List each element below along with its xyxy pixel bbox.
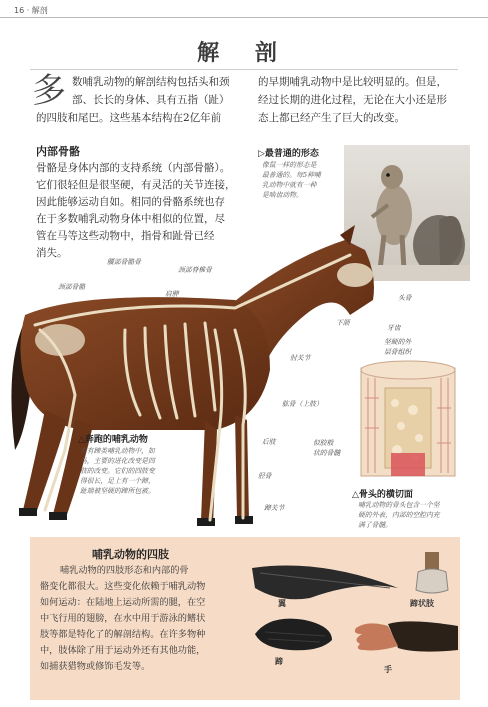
wing-illustration [250,558,400,603]
label-hoof-joint: 蹄关节 [264,504,285,512]
skeleton-line-4: 在于多数哺乳动物身体中相似的位置，尽 [36,213,225,225]
skeleton-line-3: 因此能够运动自如。相同的骨骼系统也存 [36,196,225,208]
running-line-1: 在有蹄类哺乳动物中，如 [80,447,155,455]
hoof-foot-illustration [412,550,452,596]
common-form-line-2: 最普通的。每5种哺 [262,171,321,179]
label-neck-vertebrae: 颈部骨骼 [58,283,86,291]
intro-col1-line1: 数哺乳动物的解剖结构包括头和颈 [72,76,230,88]
running-line-3: 肢的改变。它们的四肢变 [80,467,155,475]
skeleton-line-5: 管在马等这些动物中，指骨和趾骨已经 [36,230,215,242]
label-caudal: 颈部脊椎骨 [178,266,212,274]
running-line-5: 趾端被坚硬的蹄所包被。 [80,487,155,495]
hand-illustration [348,614,460,660]
running-heading: △奔跑的哺乳动物 [78,435,148,445]
intro-col2-line3: 态上都已经产生了巨大的改变。 [258,112,405,124]
label-lumbar: 腰部骨骼骨 [107,258,141,266]
label-shank: 胫骨 [258,472,272,480]
page-header: 16 · 解剖 [14,6,48,15]
intro-col2-line2: 经过长期的进化过程，无论在大小还是形 [258,94,447,106]
label-marrow-2: 状的骨髓 [313,449,341,457]
bone-cross-section-illustration [353,358,463,478]
label-scapula: 肩胛 [165,290,179,298]
label-wing: 翼 [278,599,286,608]
running-line-2: 马，主要的进化改变是四 [80,457,155,465]
limbs-line-6: 中，肢体除了用于运动外还有其他功能， [40,645,206,656]
limbs-line-2: 骼变化都很大。这些变化依赖于哺乳动物 [40,581,206,592]
skeleton-line-1: 骨骼是身体内部的支持系统（内部骨骼）。 [36,162,231,174]
common-form-line-3: 乳动物中就有一种 [262,181,317,189]
limbs-line-3: 如何运动：在陆地上运动所需的腿，在空 [40,597,206,608]
intro-dropcap: 多 [32,71,66,111]
label-teeth: 牙齿 [387,324,401,332]
common-form-line-1: 像鼠一样的形态是 [262,161,317,169]
bone-section-line-1: 哺乳动物的骨头包含一个坚 [358,501,440,509]
common-form-heading: ▷最普通的形态 [258,149,319,159]
limbs-line-1: 哺乳动物的四肢形态和内部的骨 [60,565,189,576]
header-divider [0,17,488,18]
label-lower-jaw: 下颌 [336,319,350,327]
skeleton-line-6: 消失。 [36,247,68,259]
label-hoof: 蹄 [275,657,283,666]
bone-section-heading: △骨头的横切面 [352,490,413,500]
limbs-box-title: 哺乳动物的四肢 [92,548,169,561]
bone-section-line-3: 满了骨髓。 [358,521,392,529]
label-marrow-1: 似胶般 [313,439,334,447]
common-form-line-4: 是啮齿动物。 [262,191,303,199]
label-hoof-shape: 蹄状肢 [410,599,434,608]
title-divider [30,69,458,70]
label-humerus: 肱骨（上肢） [282,400,323,408]
limbs-line-7: 如捕获猎物或修饰毛发等。 [40,661,151,672]
intro-col1-line2: 部、长长的身体、具有五指（趾） [72,94,230,106]
bone-section-line-2: 硬的外表，内部的空腔内充 [358,511,440,519]
label-compact-bone-2: 层骨组织 [384,348,412,356]
label-elbow: 肘关节 [290,354,311,362]
page-title: 解 剖 [197,41,291,66]
skeleton-heading: 内部骨骼 [36,145,80,158]
label-hand: 手 [384,665,392,674]
paw-illustration [250,612,335,654]
limbs-line-4: 中飞行用的翅膀，在水中用于游泳的鳍状 [40,613,206,624]
label-compact-bone-1: 坚硬的外 [384,338,412,346]
skeleton-line-2: 它们很轻但是很坚硬，有灵活的关节连接， [36,179,236,191]
label-skull: 头骨 [398,294,412,302]
running-line-4: 得很长，足上有一个蹄， [80,477,155,485]
intro-col1-line3: 的四肢和尾巴。这些基本结构在2亿年前 [36,112,222,124]
intro-col2-line1: 的早期哺乳动物中是比较明显的。但是， [258,76,447,88]
label-hind-limb: 后肢 [262,438,276,446]
limbs-line-5: 肢等都是特化了的解剖结构。在许多物种 [40,629,206,640]
